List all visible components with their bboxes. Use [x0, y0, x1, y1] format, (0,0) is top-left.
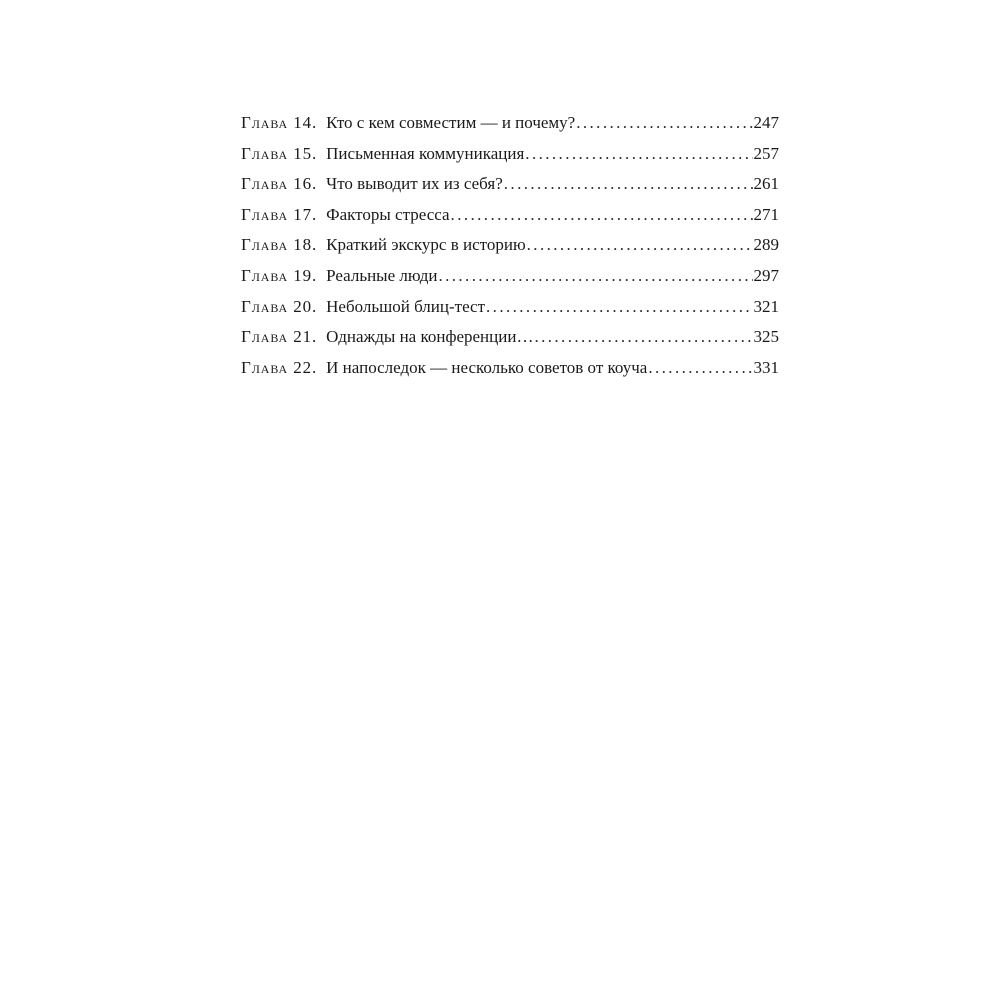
page-number: 321	[753, 296, 779, 316]
toc-entry-chapter-19	[241, 261, 779, 292]
page-number: 289	[753, 235, 779, 255]
chapter-title: Реальные люди	[326, 265, 438, 285]
toc-entry-chapter-17	[241, 200, 779, 231]
chapter-label: Глава 14.	[241, 113, 318, 132]
page-number: 261	[753, 174, 779, 194]
dot-leader	[534, 322, 752, 353]
dot-leader	[504, 169, 753, 200]
chapter-label: Глава 17.	[241, 204, 318, 224]
dot-leader	[576, 108, 752, 139]
toc-entry-chapter-20	[241, 292, 779, 323]
chapter-label: Глава 18.	[241, 235, 318, 255]
chapter-title: Кто с кем совместим — и почему?	[326, 113, 576, 132]
chapter-label: Глава 16.	[241, 174, 318, 194]
chapter-title: И напоследок — несколько советов от коуча	[326, 357, 648, 377]
page-number: 271	[753, 204, 779, 224]
chapter-title: Небольшой блиц-тест	[326, 296, 486, 316]
chapter-title: Краткий экскурс в историю	[326, 235, 526, 255]
chapter-label: Глава 15.	[241, 143, 318, 163]
page-number: 247	[753, 113, 779, 132]
dot-leader	[438, 261, 752, 292]
toc-entry-chapter-14	[241, 108, 779, 139]
toc-entry-chapter-21	[241, 322, 779, 353]
toc-entry-chapter-16	[241, 169, 779, 200]
toc-entry-chapter-18	[241, 230, 779, 261]
dot-leader	[525, 139, 752, 170]
dot-leader	[486, 292, 752, 323]
chapter-label: Глава 21.	[241, 327, 318, 347]
chapter-label: Глава 19.	[241, 265, 318, 285]
chapter-label: Глава 22.	[241, 357, 318, 377]
dot-leader	[527, 230, 753, 261]
chapter-title: Что выводит их из себя?	[326, 174, 503, 194]
dot-leader	[451, 200, 753, 231]
page-number: 325	[753, 327, 779, 347]
chapter-label: Глава 20.	[241, 296, 318, 316]
dot-leader	[648, 353, 752, 384]
toc-entry-chapter-15	[241, 139, 779, 170]
chapter-title: Факторы стресса	[326, 204, 450, 224]
page-number: 297	[753, 265, 779, 285]
chapter-title: Однажды на конференции…	[326, 327, 534, 347]
chapter-title: Письменная коммуникация	[326, 143, 525, 163]
page-number: 331	[753, 357, 779, 377]
table-of-contents	[241, 108, 779, 383]
toc-entry-chapter-22	[241, 353, 779, 384]
page-number: 257	[753, 143, 779, 163]
